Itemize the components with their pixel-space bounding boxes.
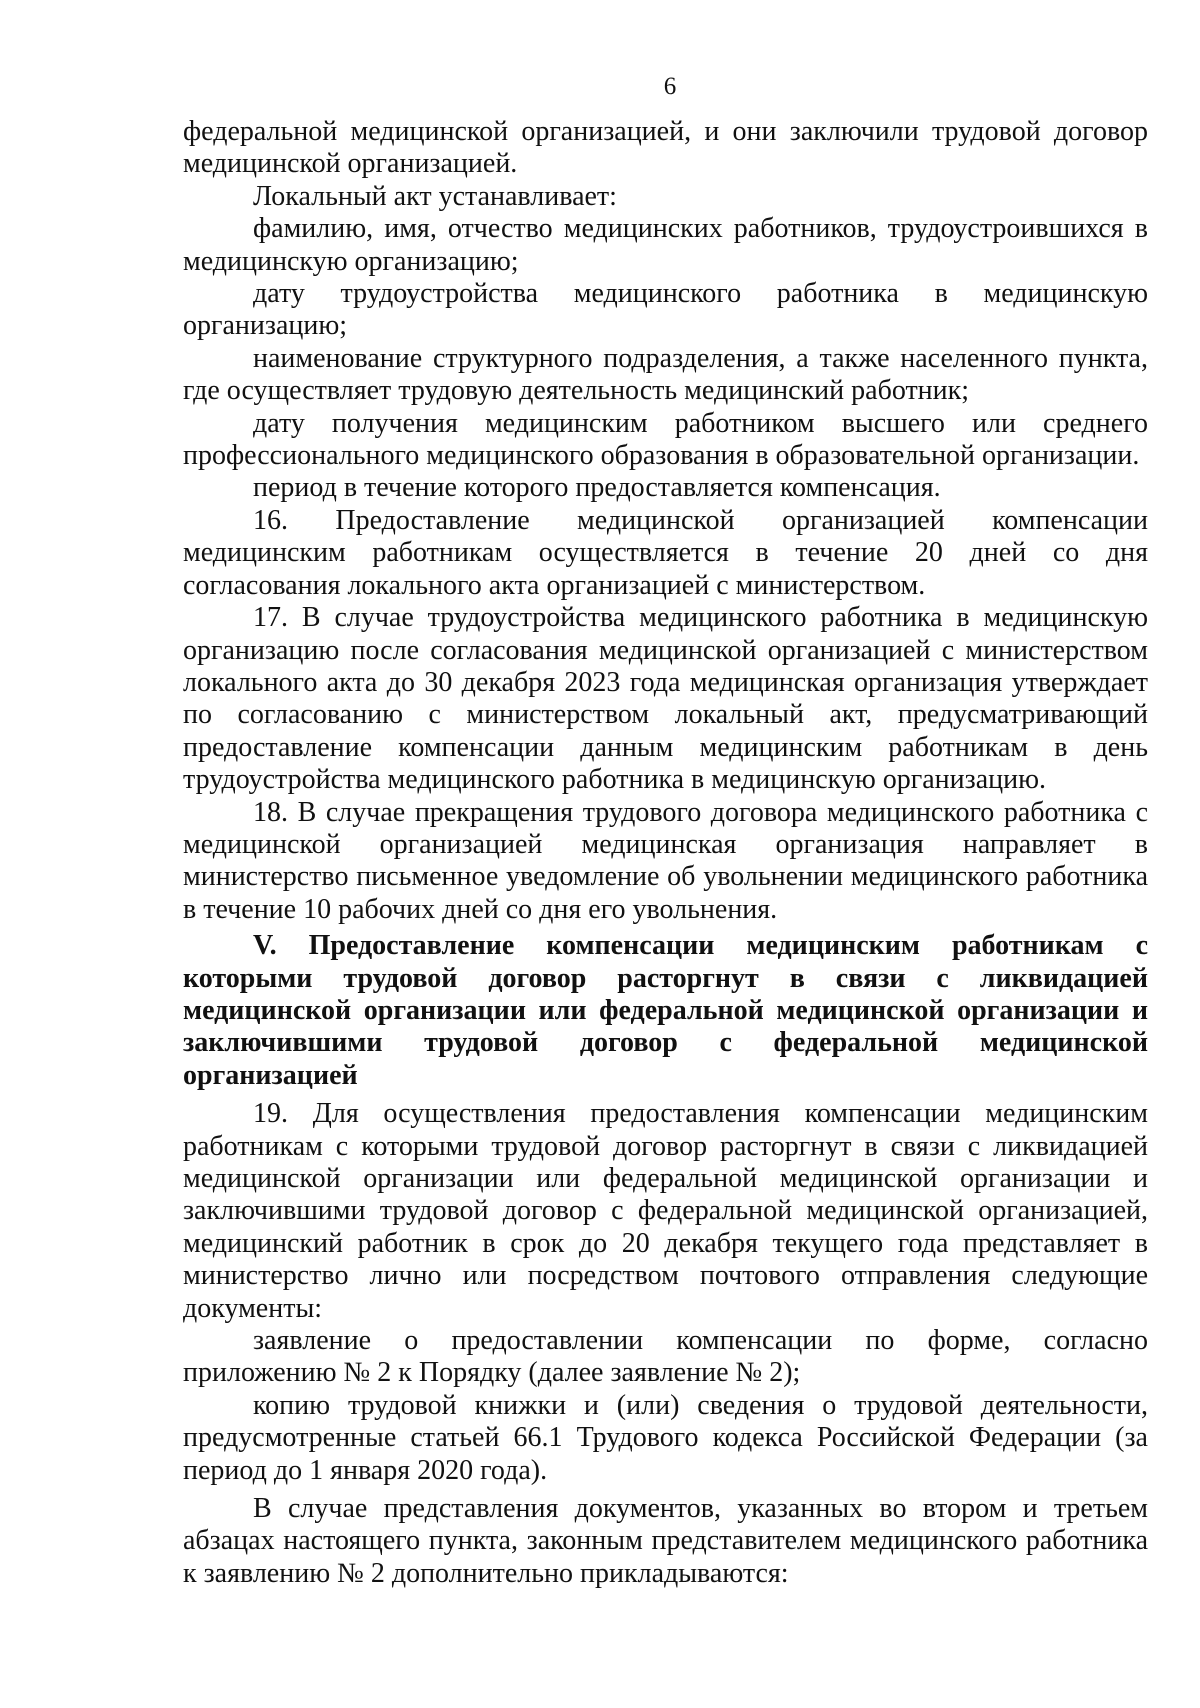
page-number: 6 [663, 73, 677, 100]
paragraph-item-16: 16. Предоставление медицинской организацией компенсации медицинским работникам осуществляется в течение 20 дней со дня согласования локального акта организацией с министерством. [183, 504, 1148, 601]
paragraph-legal-representative: В случае представления документов, указанных во втором и третьем абзацах настоящего пункта, законным представителем медицинского работника к заявлению № 2 дополнительно прикладываются: [183, 1493, 1148, 1589]
paragraph-employment-date: дату трудоустройства медицинского работника в медицинскую организацию; [183, 278, 1148, 342]
paragraph-item-18: 18. В случае прекращения трудового договора медицинского работника с медицинской организацией медицинская организация направляет в министерство письменное уведомление об увольнении медицинского работника в течение 10 рабочих дней со дня его увольнения. [183, 796, 1148, 925]
section-heading: V. Предоставление компенсации медицинским работникам с которыми трудовой договор расторгнут в связи с ликвидацией медицинской организации или федеральной медицинской организации и заключившими трудовой договор с федеральной медицинской организацией [183, 930, 1148, 1091]
paragraph-work-record: копию трудовой книжки и (или) сведения о трудовой деятельности, предусмотренные статьей 66.1 Трудового кодекса Российской Федерации (за период до 1 января 2020 года). [183, 1389, 1148, 1486]
paragraph-item-19: 19. Для осуществления предоставления компенсации медицинским работникам с которыми трудовой договор расторгнут в связи с ликвидацией медицинской организации или федеральной медицинской организации и заключившими трудовой договор с федеральной медицинской организацией, медицинский работник в срок до 20 декабря текущего года представляет в министерство лично или посредством почтового отправления следующие документы: [183, 1098, 1148, 1324]
paragraph-structural-unit: наименование структурного подразделения, а также населенного пункта, где осуществляет трудовую деятельность медицинский работник; [183, 342, 1148, 407]
paragraph-compensation-period: период в течение которого предоставляется компенсация. [253, 472, 941, 504]
paragraph-local-act-intro: Локальный акт устанавливает: [253, 180, 617, 212]
document-body [183, 116, 1148, 1590]
paragraph-application: заявление о предоставлении компенсации по форме, согласно приложению № 2 к Порядку (далее заявление № 2); [183, 1325, 1148, 1389]
paragraph-item-17: 17. В случае трудоустройства медицинского работника в медицинскую организацию после согласования медицинской организацией с министерством локального акта до 30 декабря 2023 года медицинская организация утверждает по согласованию с министерством локальный акт, предусматривающий предоставление компенсации данным медицинским работникам в день трудоустройства медицинского работника в медицинскую организацию. [183, 602, 1148, 796]
paragraph-continuation: федеральной медицинской организацией, и они заключили трудовой договор медицинской организацией. [183, 116, 1148, 180]
paragraph-education-date: дату получения медицинским работником высшего или среднего профессионального медицинского образования в образовательной организации. [183, 407, 1148, 472]
paragraph-full-name: фамилию, имя, отчество медицинских работников, трудоустроившихся в медицинскую организацию; [183, 213, 1148, 277]
